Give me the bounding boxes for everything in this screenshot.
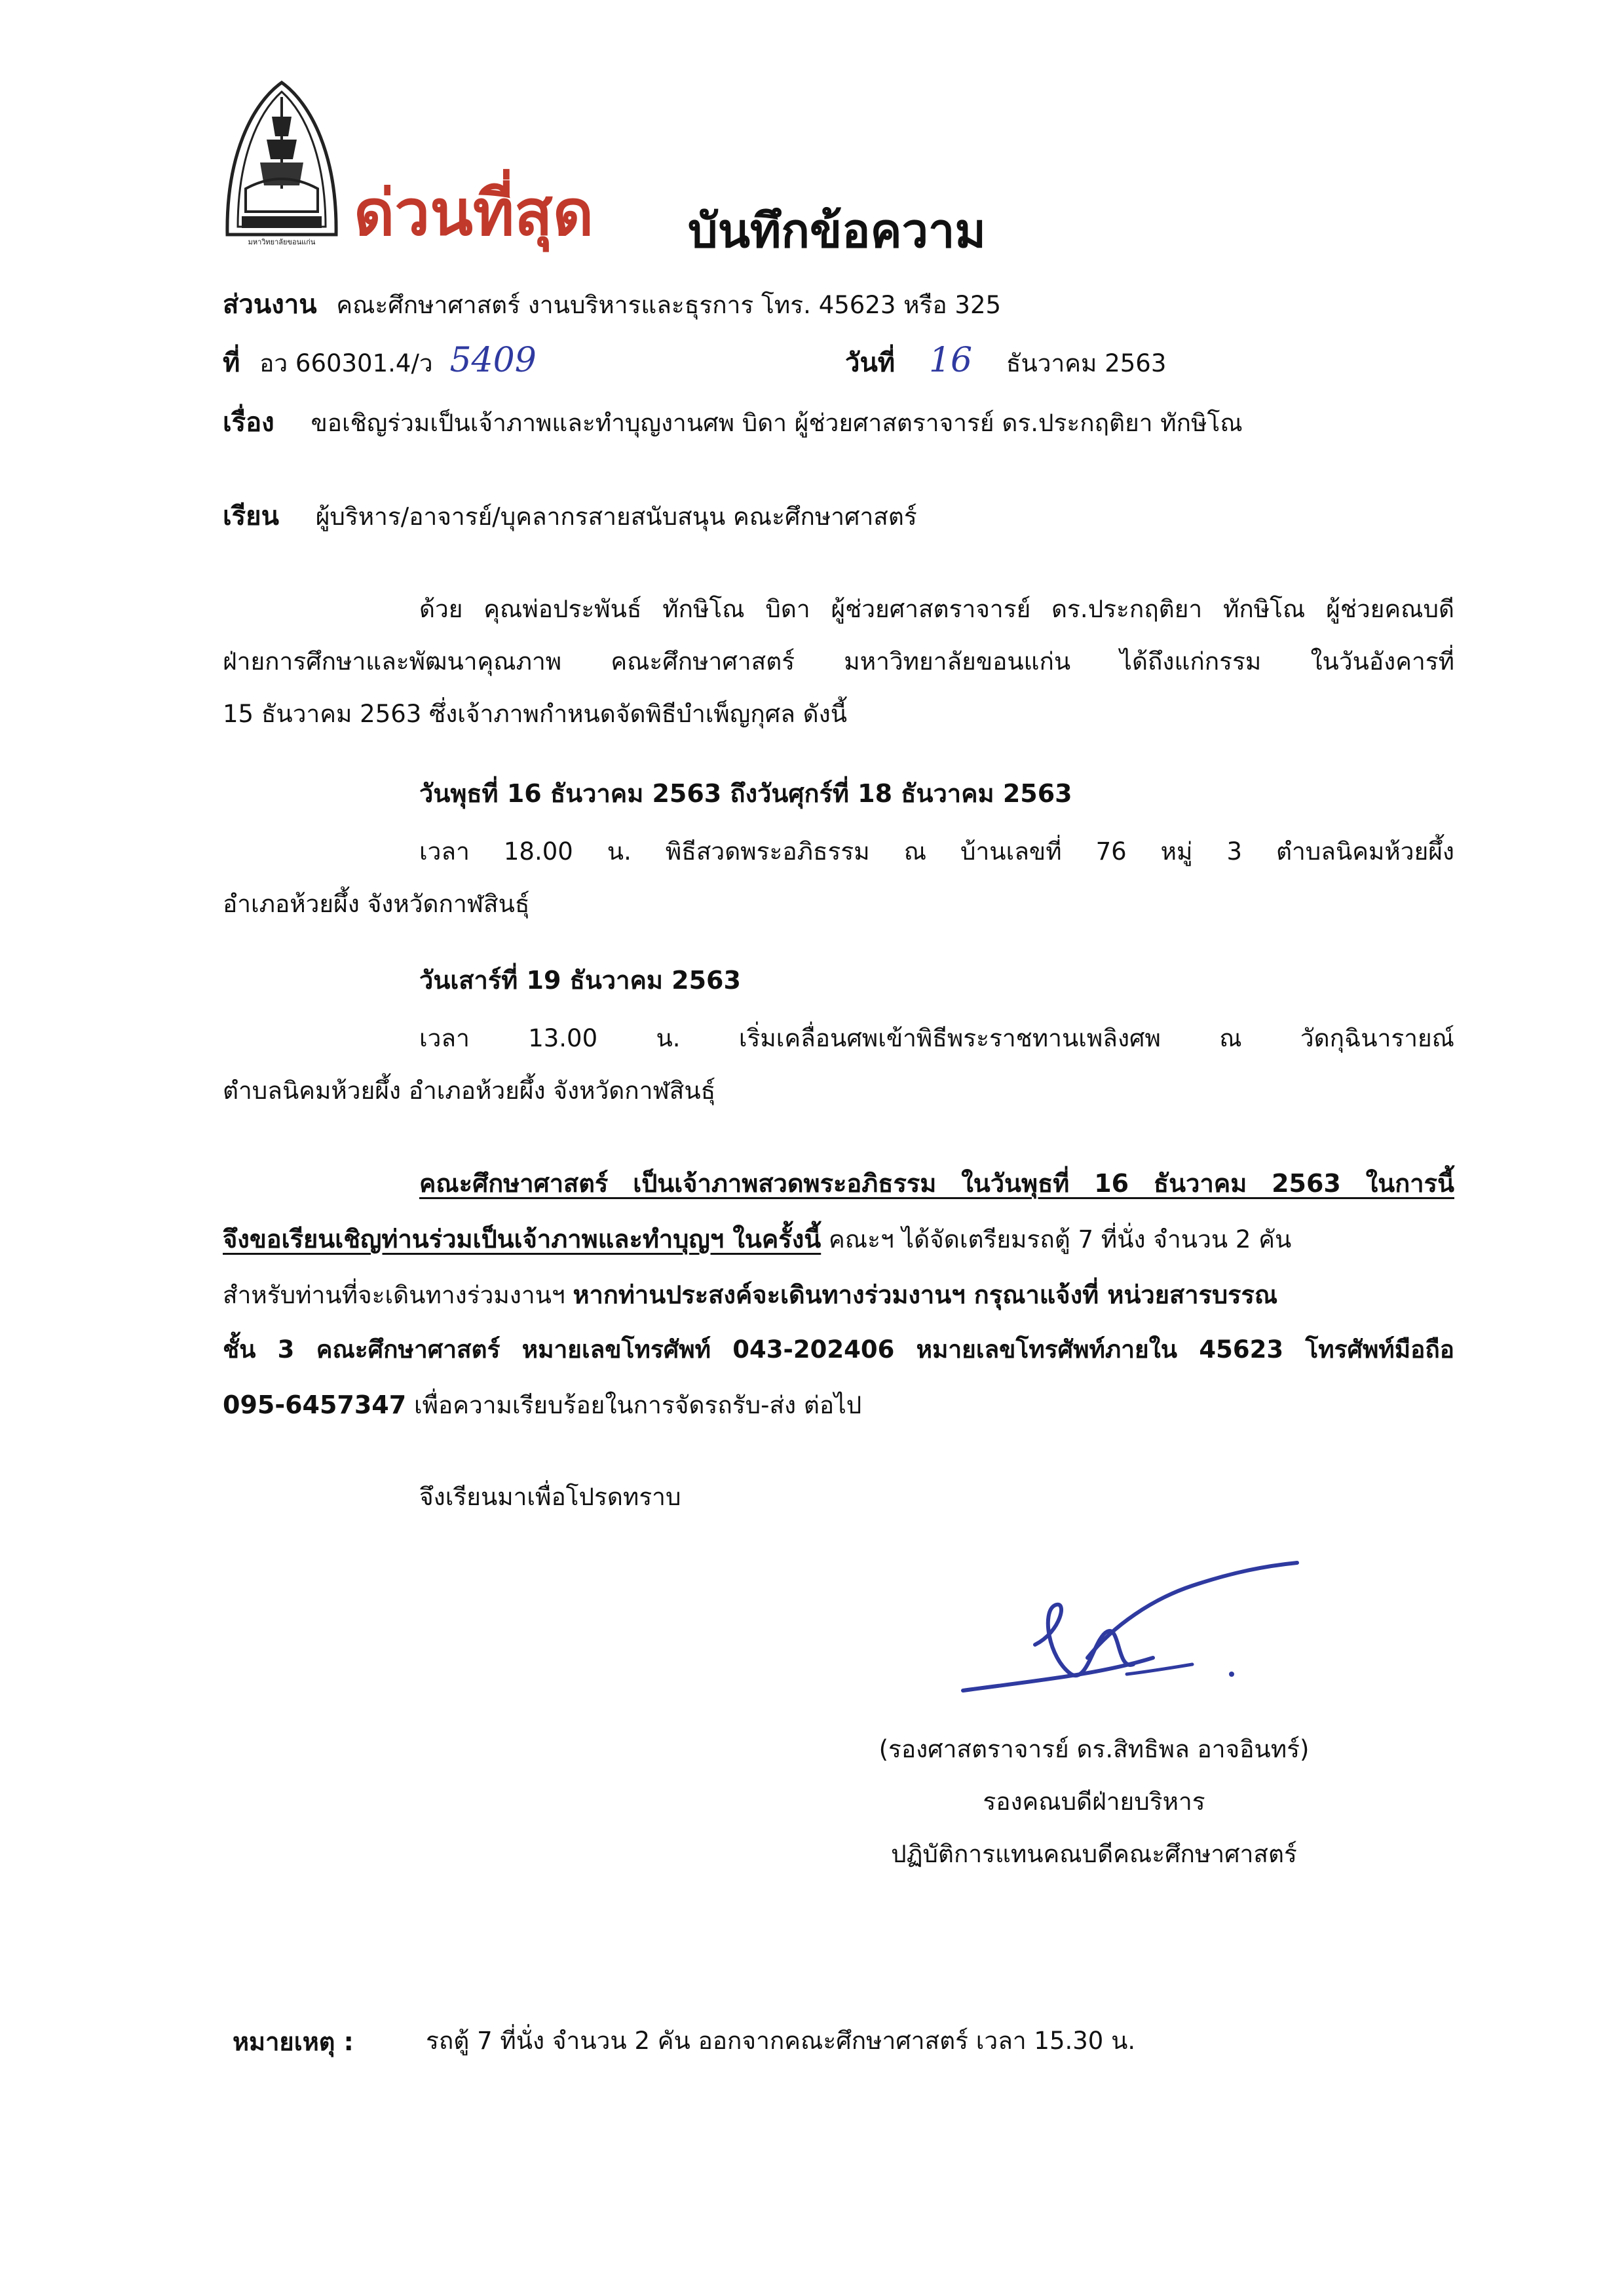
university-logo-graphic: [219, 77, 344, 248]
paragraph-2-line-2: [223, 1219, 1454, 1259]
paragraph-1-line-1: ด้วย คุณพ่อประพันธ์ ทักษิโณ บิดา ผู้ช่วยศาสตราจารย์ ดร.ประกฤติยา ทักษิโณ ผู้ช่วยคณบดี: [419, 595, 1454, 623]
signatory-acting-title: ปฏิบัติการแทนคณบดีคณะศึกษาศาสตร์: [891, 1840, 1297, 1868]
closing-line: จึงเรียนมาเพื่อโปรดทราบ: [419, 1483, 681, 1511]
paragraph-1-line-2: ฝ่ายการศึกษาและพัฒนาคุณภาพ คณะศึกษาศาสตร์ มหาวิทยาลัยขอนแก่น ได้ถึงแก่กรรม ในวันอังคารที่: [223, 647, 1454, 676]
paragraph-2-line-5-rest: เพื่อความเรียบร้อยในการจัดรถรับ-ส่ง ต่อไป: [406, 1391, 862, 1419]
invitation-emphasis: จึงขอเรียนเชิญท่านร่วมเป็นเจ้าภาพและทำบุญฯ ในครั้งนี้: [223, 1225, 821, 1253]
signatory-position: รองคณบดีฝ่ายบริหาร: [983, 1788, 1205, 1816]
logo-caption: มหาวิทยาลัยขอนแก่น: [248, 238, 316, 246]
date-month-year: ธันวาคม 2563: [1006, 349, 1167, 377]
subject-value: ขอเชิญร่วมเป็นเจ้าภาพและทำบุญงานศพ บิดา ผู้ช่วยศาสตราจารย์ ดร.ประกฤติยา ทักษิโณ: [311, 409, 1243, 437]
paragraph-1-line-3: 15 ธันวาคม 2563 ซึ่งเจ้าภาพกำหนดจัดพิธีบำเพ็ญกุศล ดังนี้: [223, 700, 848, 728]
department-value: คณะศึกษาศาสตร์ งานบริหารและธุรการ โทร. 45623 หรือ 325: [336, 291, 1002, 319]
date-label: วันที่: [845, 348, 896, 378]
university-logo: [219, 77, 344, 248]
schedule-1-line-1: เวลา 18.00 น. พิธีสวดพระอภิธรรม ณ บ้านเลขที่ 76 หมู่ 3 ตำบลนิคมห้วยผึ้ง: [419, 837, 1454, 866]
paragraph-2-line-1: คณะศึกษาศาสตร์ เป็นเจ้าภาพสวดพระอภิธรรม ในวันพุธที่ 16 ธันวาคม 2563 ในการนี้: [419, 1169, 1454, 1198]
schedule-1-heading: วันพุธที่ 16 ธันวาคม 2563 ถึงวันศุกร์ที่ 18 ธันวาคม 2563: [419, 779, 1072, 808]
department-label: ส่วนงาน: [223, 290, 317, 320]
paragraph-2-line-4: ชั้น 3 คณะศึกษาศาสตร์ หมายเลขโทรศัพท์ 043-202406 หมายเลขโทรศัพท์ภายใน 45623 โทรศัพท์มือถือ: [223, 1335, 1454, 1364]
signatory-name: (รองศาสตราจารย์ ดร.สิทธิพล อาจอินทร์): [878, 1735, 1310, 1763]
reference-prefix: อว 660301.4/ว: [259, 349, 433, 377]
handwritten-signature: [956, 1559, 1323, 1710]
reference-label: ที่: [223, 348, 240, 378]
date-row: [845, 341, 1166, 383]
note-label: หมายเหตุ :: [233, 2027, 354, 2056]
paragraph-2-line-3: [223, 1274, 1454, 1314]
schedule-2-line-1: เวลา 13.00 น. เริ่มเคลื่อนศพเข้าพิธีพระราชทานเพลิงศพ ณ วัดกุฉินารายณ์: [419, 1024, 1454, 1052]
reference-row: [223, 341, 537, 383]
subject-label: เรื่อง: [223, 408, 274, 438]
mobile-number: 095-6457347: [223, 1390, 407, 1419]
note-text: รถตู้ 7 ที่นั่ง จำนวน 2 คัน ออกจากคณะศึกษาศาสตร์ เวลา 15.30 น.: [426, 2027, 1136, 2055]
document-type-title: บันทึกข้อความ: [688, 203, 986, 258]
department-row: [223, 283, 1001, 325]
urgency-stamp: ด่วนที่สุด: [354, 176, 594, 250]
schedule-2-heading: วันเสาร์ที่ 19 ธันวาคม 2563: [419, 966, 741, 995]
paragraph-2-line-2-rest: คณะฯ ได้จัดเตรียมรถตู้ 7 ที่นั่ง จำนวน 2 คัน: [821, 1225, 1292, 1253]
paragraph-2-line-3-normal: สำหรับท่านที่จะเดินทางร่วมงานฯ: [223, 1281, 573, 1309]
paragraph-2-line-5: [223, 1386, 861, 1425]
schedule-2-line-2: ตำบลนิคมห้วยผึ้ง อำเภอห้วยผึ้ง จังหวัดกาฬสินธุ์: [223, 1077, 716, 1105]
recipient-value: ผู้บริหาร/อาจารย์/บุคลากรสายสนับสนุน คณะศึกษาศาสตร์: [315, 503, 917, 531]
reference-number-handwritten: 5409: [449, 341, 537, 380]
recipient-label: เรียน: [223, 501, 279, 531]
paragraph-2-line-3-bold: หากท่านประสงค์จะเดินทางร่วมงานฯ กรุณาแจ้งที่ หน่วยสารบรรณ: [573, 1280, 1278, 1309]
recipient-row: [223, 495, 917, 537]
date-day-handwritten: 16: [928, 341, 973, 380]
schedule-1-line-2: อำเภอห้วยผึ้ง จังหวัดกาฬสินธุ์: [223, 890, 530, 918]
signature-strokes: [956, 1559, 1323, 1710]
subject-row: [223, 401, 1243, 443]
